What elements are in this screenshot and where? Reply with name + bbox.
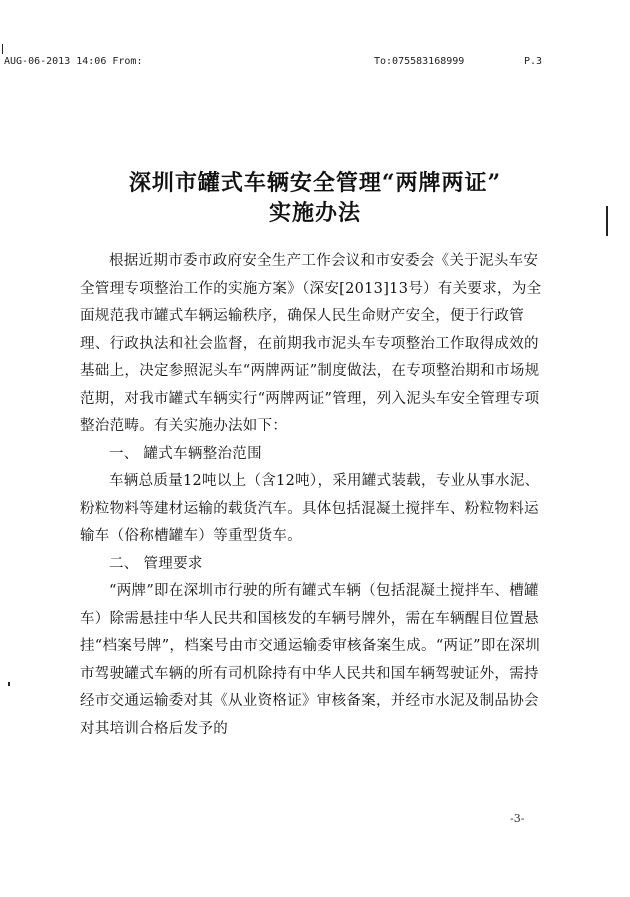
section2-heading: 二、 管理要求 (109, 555, 203, 572)
document-body (80, 248, 548, 743)
page-number: -3- (510, 812, 525, 825)
section1-heading: 一、 罐式车辆整治范围 (109, 445, 262, 462)
intro-paragraph: 根据近期市委市政府安全生产工作会议和市安委会《关于泥头车安全管理专项整治工作的实施方案》（深安[2013]13号）有关要求，为全面规范我市罐式车辆运输秩序，确保人民生命财产安全，便于行政管理、行政执法和社会监督，在前期我市泥头车专项整治工作取得成效的基础上，决定参照泥头车“两牌两证”制度做法，在专项整治期和市场规范期，对我市罐式车辆实行“两牌两证”管理，列入泥头车安全管理专项整治范畴。有关实施办法如下： (80, 253, 542, 434)
fax-header (0, 56, 630, 70)
fax-date-from: AUG-06-2013 14:06 From: (4, 56, 143, 67)
section2-paragraph: “两牌”即在深圳市行驶的所有罐式车辆（包括混凝土搅拌车、槽罐车）除需悬挂中华人民共和国核发的车辆号牌外，需在车辆醒目位置悬挂“档案号牌”，档案号由市交通运输委审核备案生成。“两证”即在深圳市驾驶罐式车辆的所有司机除持有中华人民共和国车辆驾驶证外，需持经市交通运输委对其《从业资格证》审核备案，并经市水泥及制品协会对其培训合格后发予的 (80, 583, 541, 737)
fax-page-number: P.3 (524, 56, 543, 67)
document-title-line1: 深圳市罐式车辆安全管理“两牌两证” (128, 170, 502, 196)
scan-mark-left (2, 44, 3, 54)
scan-dot-left (8, 682, 10, 686)
fax-recipient: To:075583168999 (374, 56, 465, 67)
document-title-line2: 实施办法 (268, 200, 361, 226)
section1-paragraph: 车辆总质量12吨以上（含12吨），采用罐式装载，专业从事水泥、粉粒物料等建材运输的载货汽车。具体包括混凝土搅拌车、粉粒物料运输车（俗称槽罐车）等重型货车。 (80, 473, 540, 544)
